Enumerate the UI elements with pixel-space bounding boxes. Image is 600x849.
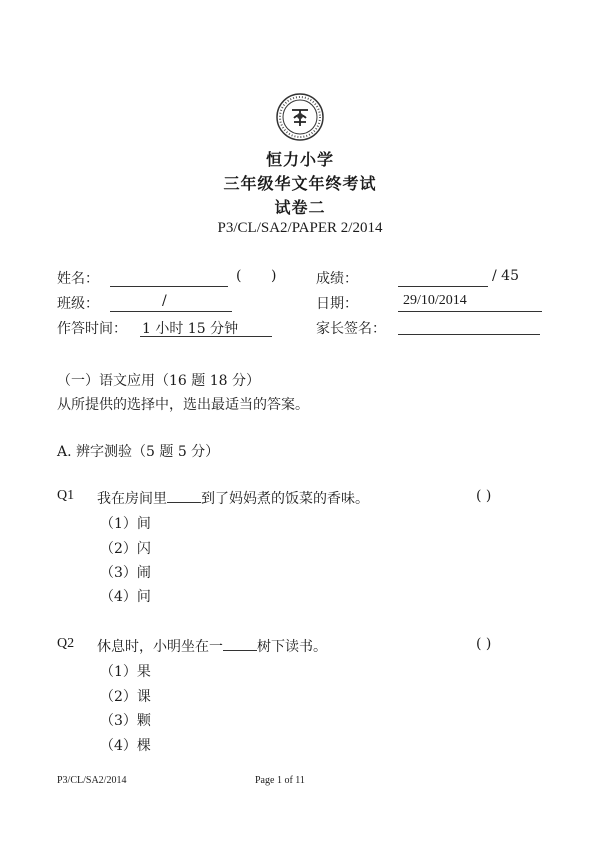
section-instruction: 从所提供的选择中，选出最适当的答案。 <box>57 397 309 413</box>
q1-option-3: （3）闹 <box>100 565 151 581</box>
score-total: / 45 <box>492 268 519 284</box>
score-field[interactable] <box>398 286 488 287</box>
class-label: 班级： <box>57 296 99 312</box>
footer-code: P3/CL/SA2/2014 <box>57 775 127 786</box>
date-value: 29/10/2014 <box>403 293 467 308</box>
paper-code: P3/CL/SA2/PAPER 2/2014 <box>217 220 383 236</box>
time-underline <box>140 336 272 337</box>
q1-answer-box[interactable]: ( ) <box>476 488 492 504</box>
index-paren-close: ) <box>271 268 277 284</box>
q1-text <box>97 488 369 508</box>
time-value: 1 小时 15 分钟 <box>142 321 239 337</box>
q2-text-after: 树下读书。 <box>257 639 327 655</box>
score-label: 成绩： <box>316 271 358 287</box>
q1-text-before: 我在房间里 <box>97 491 167 507</box>
part-a-title: A. 辨字测验（5 题 5 分） <box>57 444 220 460</box>
q2-text <box>97 636 327 656</box>
q1-number: Q1 <box>57 488 75 503</box>
q2-answer-box[interactable]: ( ) <box>476 636 492 652</box>
q2-number: Q2 <box>57 636 75 651</box>
q2-blank[interactable] <box>223 638 257 651</box>
date-underline <box>398 311 542 312</box>
q1-text-after: 到了妈妈煮的饭菜的香味。 <box>201 491 369 507</box>
paper-title: 试卷二 <box>274 198 326 217</box>
class-field[interactable] <box>110 311 232 312</box>
q1-option-2: （2）闪 <box>100 541 151 557</box>
q2-option-1: （1）果 <box>100 664 151 680</box>
q2-option-3: （3）颗 <box>100 713 151 729</box>
time-label: 作答时间： <box>57 321 127 337</box>
footer-page-number: Page 1 of 11 <box>255 775 305 786</box>
parent-signature-label: 家长签名： <box>316 321 386 337</box>
q1-option-1: （1）间 <box>100 516 151 532</box>
parent-signature-field[interactable] <box>398 334 540 335</box>
exam-title: 三年级华文年终考试 <box>223 174 377 193</box>
school-seal-logo <box>275 92 325 142</box>
name-label: 姓名： <box>57 271 99 287</box>
q2-option-4: （4）棵 <box>100 738 151 754</box>
date-label: 日期： <box>316 296 358 312</box>
class-separator: / <box>162 293 167 309</box>
q2-text-before: 休息时，小明坐在一 <box>97 639 223 655</box>
q2-option-2: （2）课 <box>100 689 151 705</box>
name-field[interactable] <box>110 286 228 287</box>
index-paren-open: ( <box>236 268 242 284</box>
section-title: （一）语文应用（16 题 18 分） <box>57 373 260 389</box>
q1-option-4: （4）问 <box>100 589 151 605</box>
school-name: 恒力小学 <box>265 150 334 169</box>
q1-blank[interactable] <box>167 490 201 503</box>
